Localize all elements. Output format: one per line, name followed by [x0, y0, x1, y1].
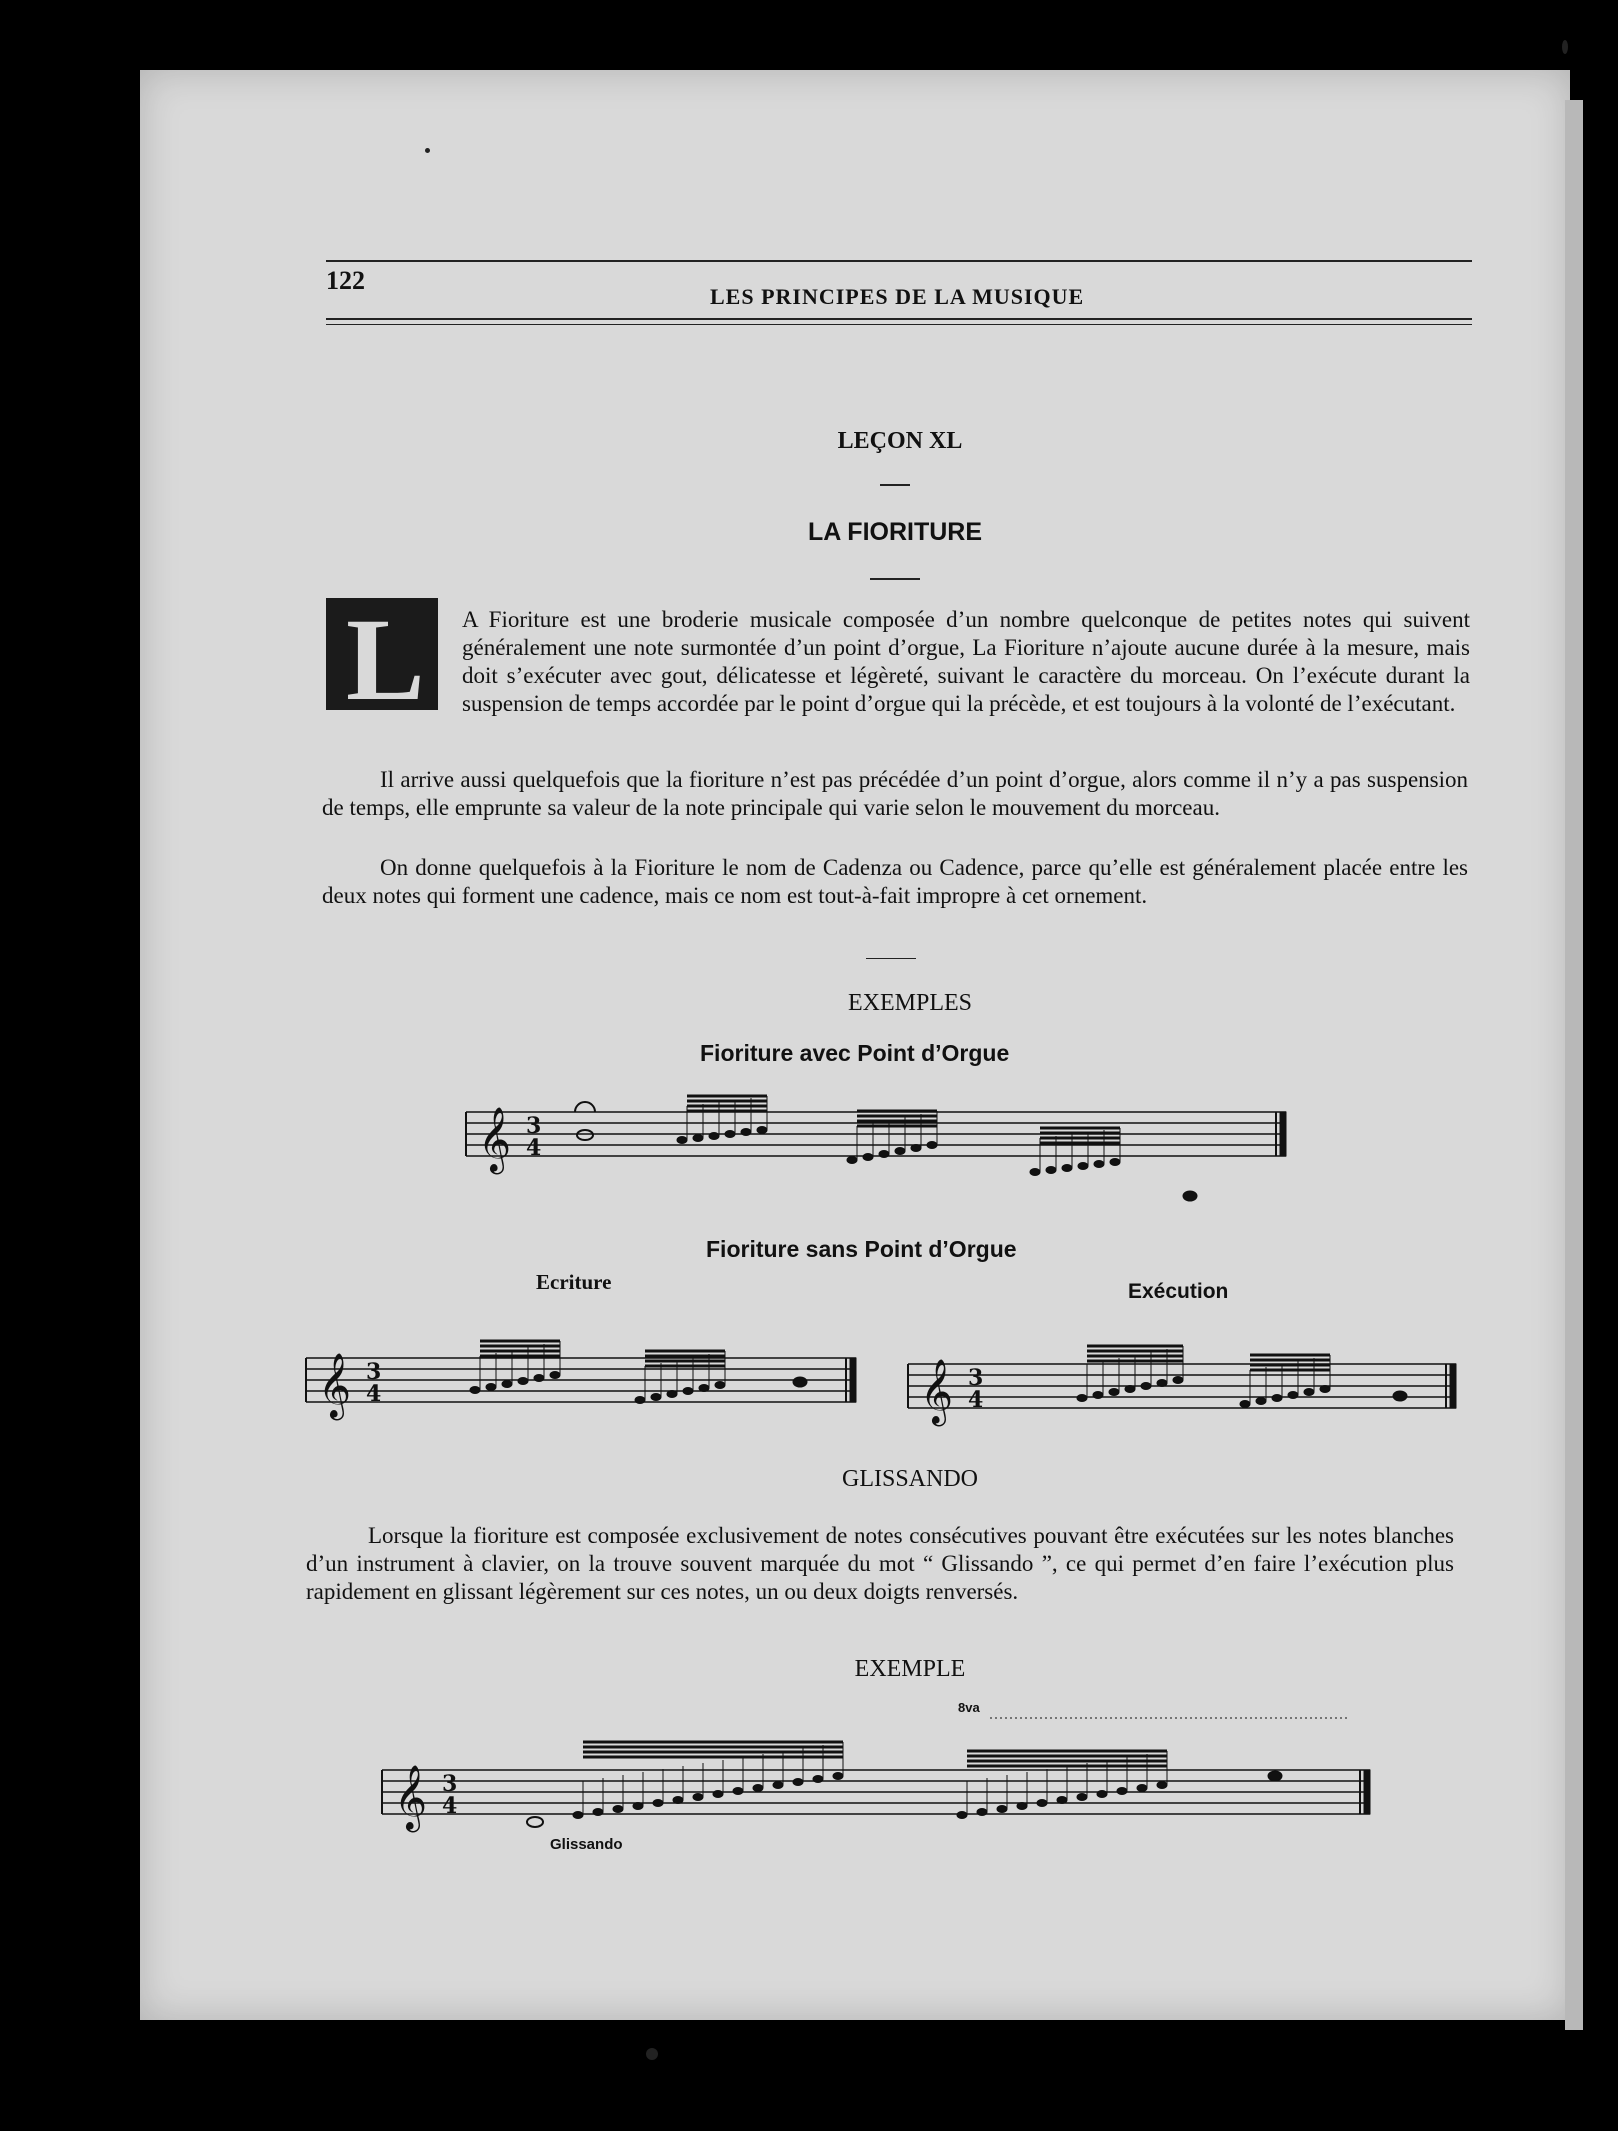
staff-4-run-1-note [653, 1800, 663, 1807]
staff-4-run-2-note [1137, 1785, 1147, 1792]
page-number: 122 [326, 266, 365, 295]
staff-1-run-3-note [1110, 1159, 1120, 1166]
staff-4-run-1-note [593, 1809, 603, 1816]
paragraph-2: Il arrive aussi quelquefois que la fioriture n’est pas précédée d’un point d’orgue, alors comme il n’y a pas suspension de temps, elle emprunte sa valeur de la note principale qui varie selon le mouvement du morceau. [322, 767, 1468, 820]
staff-3-run-1-note [1141, 1383, 1151, 1390]
staff-1-run-2-note [911, 1145, 921, 1152]
staff-3-run-1-note [1077, 1395, 1087, 1402]
staff-1-run-2-note [863, 1154, 873, 1161]
staff-3-treble-clef: 𝄞 [920, 1359, 954, 1424]
staff-4-run-2-note [957, 1812, 967, 1819]
staff-1-half-note [577, 1130, 593, 1140]
example-heading: EXEMPLE [854, 1656, 966, 1682]
staff-1-run-1-note [709, 1133, 719, 1140]
staff-3-run-2-note [1256, 1398, 1266, 1405]
staff-4-run-1-note [773, 1782, 783, 1789]
staff-4-run-2-note [1097, 1791, 1107, 1798]
staff-3-run-1-note [1173, 1377, 1183, 1384]
staff-2-run-2-note [635, 1397, 645, 1404]
staff-2-run-1-note [502, 1381, 512, 1388]
staff-1-time-top: 3 [526, 1113, 542, 1139]
staff-4-time-bottom: 4 [442, 1793, 458, 1819]
staff-2-time-top: 3 [366, 1359, 382, 1385]
staff-4-run-1-note [833, 1773, 843, 1780]
staff-1-run-3-note [1046, 1167, 1056, 1174]
staff-1-final-bar [1280, 1112, 1286, 1156]
staff-1-final-note [1183, 1191, 1197, 1201]
staff-3-time-top: 3 [968, 1365, 984, 1391]
staff-3-run-2-note [1240, 1401, 1250, 1408]
staff-1-run-2-note [895, 1148, 905, 1155]
example1-title: Fioriture avec Point d’Orgue [700, 1040, 1010, 1066]
dropcap-letter: L [346, 594, 425, 725]
staff-4-run-1-note [793, 1779, 803, 1786]
staff-4-run-1-note [813, 1776, 823, 1783]
staff-1-run-1-note [757, 1127, 767, 1134]
staff-1-run-2-note [847, 1157, 857, 1164]
staff-1-run-3-note [1094, 1161, 1104, 1168]
staff-2-run-1-note [486, 1384, 496, 1391]
glissando-heading: GLISSANDO [841, 1466, 978, 1492]
staff-1-time-bottom: 4 [526, 1135, 542, 1161]
staff-4-run-2-note [977, 1809, 987, 1816]
staff-4-run-2-note [1037, 1800, 1047, 1807]
staff-2-run-2-note [667, 1391, 677, 1398]
staff-2-run-2-note [715, 1382, 725, 1389]
staff-4-run-2-note [1017, 1803, 1027, 1810]
staff-4-run-1-note [693, 1794, 703, 1801]
staff-1-run-1-note [725, 1131, 735, 1138]
octave-mark: 8va [958, 1700, 980, 1715]
staff-3-run-2-note [1272, 1395, 1282, 1402]
staff-4-run-1-note [733, 1788, 743, 1795]
staff-4-run-2-note [997, 1806, 1007, 1813]
staff-1-run-3-note [1062, 1165, 1072, 1172]
staff-4-final-note [1268, 1771, 1282, 1781]
staff-3-run-2-note [1304, 1389, 1314, 1396]
staff-1-run-3-note [1078, 1163, 1088, 1170]
staff-2-treble-clef: 𝄞 [318, 1353, 352, 1418]
staff-3-run-1-note [1109, 1389, 1119, 1396]
staff-4-final-bar [1364, 1770, 1370, 1814]
staff-1-run-2-note [927, 1142, 937, 1149]
running-title: LES PRINCIPES DE LA MUSIQUE [710, 284, 1085, 309]
staff-4-run-1-note [633, 1803, 643, 1810]
staff-3-time-bottom: 4 [968, 1387, 984, 1413]
examples-heading: EXEMPLES [847, 990, 972, 1016]
staff-2-run-2-note [683, 1388, 693, 1395]
staff-2-run-1-note [470, 1387, 480, 1394]
staff-4-run-2-note [1117, 1788, 1127, 1795]
staff-4-time-top: 3 [442, 1771, 458, 1797]
scan-speck [425, 148, 430, 153]
staff-4-run-2-note [1057, 1797, 1067, 1804]
ecriture-label: Ecriture [536, 1270, 612, 1294]
staff-2-run-1-note [534, 1375, 544, 1382]
glissando-text: Lorsque la fioriture est composée exclusivement de notes consécutives pouvant être exécutées sur les notes blanches d’un instrument à clavier, on la trouve souvent marquée du mot “ Glissando ”, ce qui permet d’en faire l’exécution plus rapidement en glissant légèrement sur ces notes, un ou deux doigts renversés. [306, 1523, 1454, 1604]
staff-4-run-2-note [1077, 1794, 1087, 1801]
lesson-number: LEÇON XL [837, 428, 963, 454]
staff-1-fermata [575, 1102, 595, 1112]
staff-2-run-2-note [651, 1394, 661, 1401]
staff-4-run-1-note [573, 1812, 583, 1819]
staff-4-run-2-note [1157, 1782, 1167, 1789]
staff-2-time-bottom: 4 [366, 1381, 382, 1407]
scan-speck [1562, 40, 1568, 54]
lesson-title: LA FIORITURE [807, 518, 983, 546]
staff-1-run-1-note [693, 1135, 703, 1142]
staff-4-whole-note [527, 1817, 543, 1827]
staff-2-run-1-note [550, 1372, 560, 1379]
staff-4-treble-clef: 𝄞 [394, 1765, 428, 1830]
staff-3-run-2-note [1288, 1392, 1298, 1399]
staff-4-run-1-note [613, 1806, 623, 1813]
staff-1-run-3-note [1030, 1169, 1040, 1176]
staff-1-run-2-note [879, 1151, 889, 1158]
staff-1-run-1-note [741, 1129, 751, 1136]
paragraph-1: A Fioriture est une broderie musicale composée d’un nombre quelconque de petites notes qui suivent généralement une note surmontée d’un point d’orgue, La Fioriture n’ajoute aucune durée à la mesure, mais doit s’exécuter avec gout, délicatesse et légèreté, suivant le caractère du morceau. On l’exécute durant la suspension de temps accordée par le point d’orgue qui la précède, et est toujours à la volonté de l’exécutant. [462, 607, 1470, 716]
staff-2-final-bar [850, 1358, 856, 1402]
example2-title: Fioriture sans Point d’Orgue [706, 1236, 1017, 1262]
staff-3-run-2-note [1320, 1386, 1330, 1393]
staff-1-treble-clef: 𝄞 [478, 1107, 512, 1172]
glissando-label: Glissando [550, 1836, 623, 1853]
staff-2-run-1-note [518, 1378, 528, 1385]
staff-1-run-1-note [677, 1137, 687, 1144]
scan-speck [646, 2048, 658, 2060]
staff-3-final-note [1393, 1391, 1407, 1401]
staff-3-run-1-note [1157, 1380, 1167, 1387]
staff-4-run-1-note [713, 1791, 723, 1798]
staff-3-run-1-note [1125, 1386, 1135, 1393]
execution-label: Exécution [1128, 1280, 1229, 1303]
paragraph-3: On donne quelquefois à la Fioriture le nom de Cadenza ou Cadence, parce qu’elle est généralement placée entre les deux notes qui forment une cadence, mais ce nom est tout-à-fait impropre à cet ornement. [322, 855, 1468, 908]
staff-3-final-bar [1450, 1364, 1456, 1408]
staff-4-run-1-note [753, 1785, 763, 1792]
staff-2-run-2-note [699, 1385, 709, 1392]
staff-2-final-note [793, 1377, 807, 1387]
staff-4-run-1-note [673, 1797, 683, 1804]
staff-3-run-1-note [1093, 1392, 1103, 1399]
